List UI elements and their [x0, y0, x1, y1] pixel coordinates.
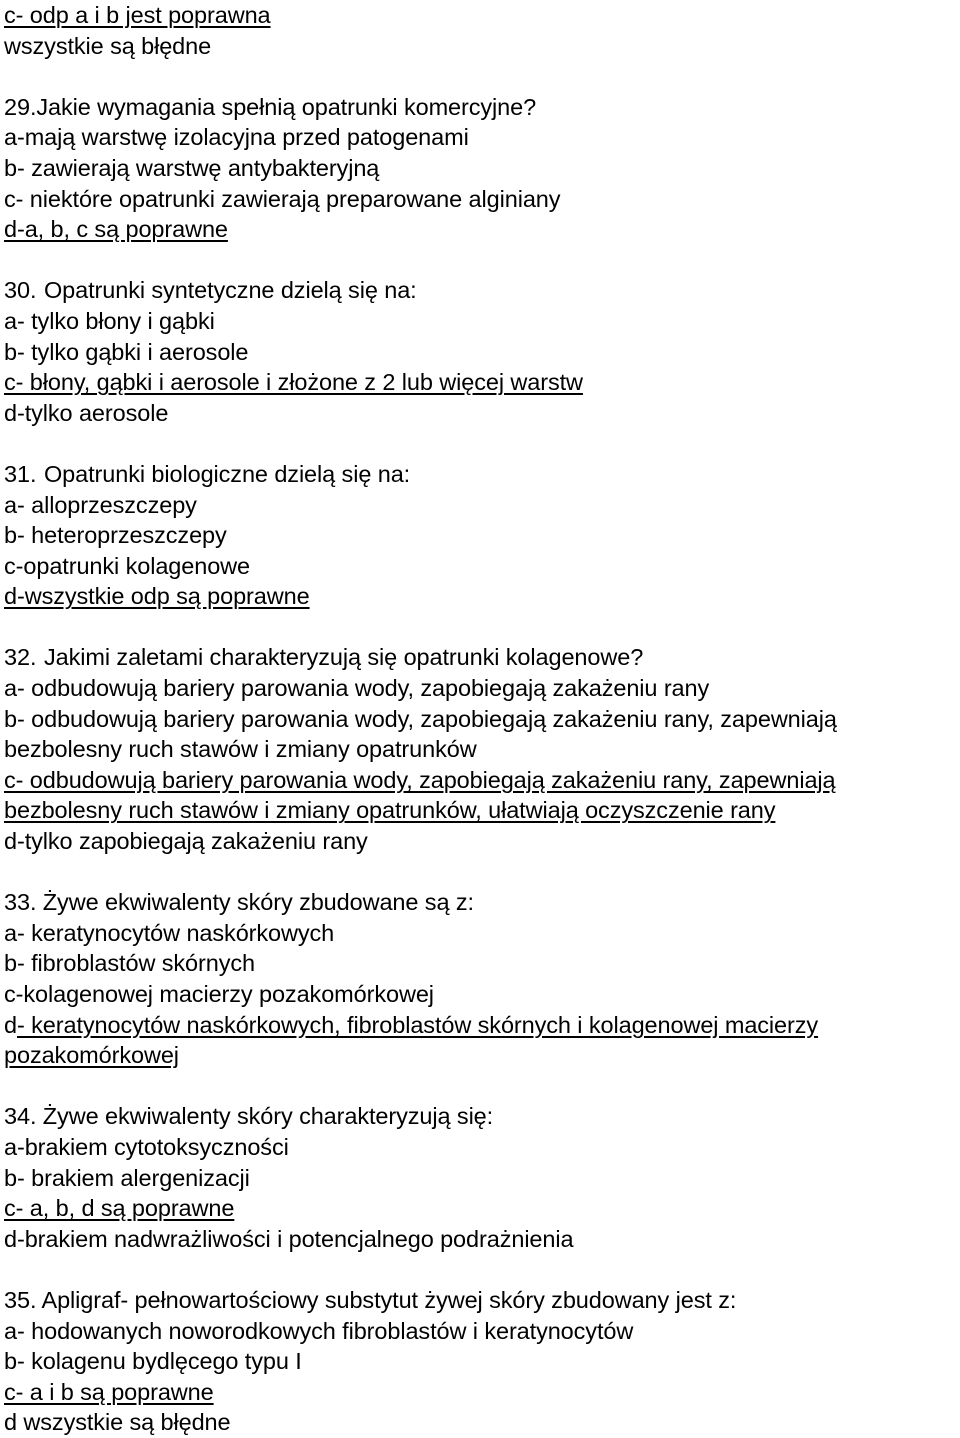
spacer: [4, 245, 956, 276]
q33-answer-d-line2: [4, 1040, 956, 1071]
q35-answer-b: b- kolagenu bydlęcego typu I: [4, 1348, 302, 1375]
q35-question: 35. Apligraf- pełnowartościowy substytut żywej skóry zbudowany jest z:: [4, 1286, 737, 1313]
q32-answer-c-line2-text: bezbolesny ruch stawów i zmiany opatrunków, ułatwiają oczyszczenie rany: [4, 797, 776, 824]
q31-number: 31.: [4, 460, 37, 487]
spacer: [4, 428, 956, 459]
q34-answer-b: b- brakiem alergenizacji: [4, 1164, 250, 1191]
q30-answer-c: [4, 367, 956, 398]
q32-answer-a: a- odbudowują bariery parowania wody, zapobiegają zakażeniu rany: [4, 675, 710, 702]
q34-question: 34. Żywe ekwiwalenty skóry charakteryzują się:: [4, 1103, 494, 1130]
q32-number: 32.: [4, 644, 37, 671]
q29-answer-c: c- niektóre opatrunki zawierają preparowane alginiany: [4, 185, 561, 212]
q35-answer-c: [4, 1377, 956, 1408]
q34-answer-a: a-brakiem cytotoksyczności: [4, 1133, 289, 1160]
q33-answer-a: a- keratynocytów naskórkowych: [4, 919, 335, 946]
q32-answer-c-line2: [4, 795, 956, 826]
q34-answer-d: d-brakiem nadwrażliwości i potencjalnego podrażnienia: [4, 1225, 574, 1252]
q31-answer-b: b- heteroprzeszczepy: [4, 522, 227, 549]
q33-answer-d-line2-text: pozakomórkowej: [4, 1042, 179, 1069]
q32-question: [4, 642, 956, 673]
q33-question: 33. Żywe ekwiwalenty skóry zbudowane są z:: [4, 889, 474, 916]
q35-answer-c-text: c- a i b są poprawne: [4, 1378, 214, 1405]
document-page: [4, 0, 956, 1438]
q29-answer-b: b- zawierają warstwę antybakteryjną: [4, 154, 380, 181]
q34-answer-c-text: c- a, b, d są poprawne: [4, 1195, 235, 1222]
q30-answer-d: d-tylko aerosole: [4, 399, 169, 426]
q31-text: Opatrunki biologiczne dzielą się na:: [44, 460, 411, 487]
q31-answer-d-text: d-wszystkie odp są poprawne: [4, 583, 310, 610]
q33-answer-c: c-kolagenowej macierzy pozakomórkowej: [4, 981, 434, 1007]
spacer: [4, 1254, 956, 1285]
q28-answer-d: wszystkie są błędne: [4, 32, 212, 59]
q31-answer-c: c-opatrunki kolagenowe: [4, 552, 251, 579]
q32-answer-c-line1-text: c- odbudowują bariery parowania wody, zapobiegają zakażeniu rany, zapewniają: [4, 766, 836, 793]
q31-answer-a: a- alloprzeszczepy: [4, 491, 197, 518]
q33-answer-d-line1: [4, 1010, 956, 1041]
q30-answer-a: a- tylko błony i gąbki: [4, 307, 215, 334]
q32-text: Jakimi zaletami charakteryzują się opatrunki kolagenowe?: [44, 644, 644, 671]
q30-number: 30.: [4, 277, 37, 304]
q32-answer-d: d-tylko zapobiegają zakażeniu rany: [4, 828, 368, 855]
q30-answer-b: b- tylko gąbki i aerosole: [4, 338, 249, 365]
q33-answer-d-line1-text: - keratynocytów naskórkowych, fibroblastów skórnych i kolagenowej macierzy: [16, 1011, 819, 1038]
q28-answer-c: c- odp a i b jest poprawna: [4, 2, 271, 28]
q30-answer-c-text: c- błony, gąbki i aerosole i złożone z 2 lub więcej warstw: [4, 369, 583, 396]
spacer: [4, 857, 956, 888]
q31-answer-d: [4, 581, 956, 612]
spacer: [4, 612, 956, 643]
q29-answer-a: a-mają warstwę izolacyjna przed patogenami: [4, 124, 469, 151]
q29-question: 29.Jakie wymagania spełnią opatrunki komercyjne?: [4, 93, 537, 120]
q33-answer-b: b- fibroblastów skórnych: [4, 950, 255, 977]
q32-answer-b-line1: b- odbudowują bariery parowania wody, zapobiegają zakażeniu rany, zapewniają: [4, 705, 837, 732]
q32-answer-b-line2: bezbolesny ruch stawów i zmiany opatrunków: [4, 736, 477, 763]
q34-answer-c: [4, 1193, 956, 1224]
q35-answer-d: d wszystkie są błędne: [4, 1409, 231, 1436]
q32-answer-c-line1: [4, 765, 956, 796]
q31-question: [4, 459, 956, 490]
q30-text: Opatrunki syntetyczne dzielą się na:: [44, 277, 417, 304]
q33-answer-d-prefix: d: [4, 1011, 17, 1038]
q35-answer-a: a- hodowanych noworodkowych fibroblastów i keratynocytów: [4, 1317, 634, 1344]
spacer: [4, 61, 956, 92]
q30-question: [4, 275, 956, 306]
q29-answer-d: d-a, b, c są poprawne: [4, 216, 228, 243]
spacer: [4, 1071, 956, 1102]
